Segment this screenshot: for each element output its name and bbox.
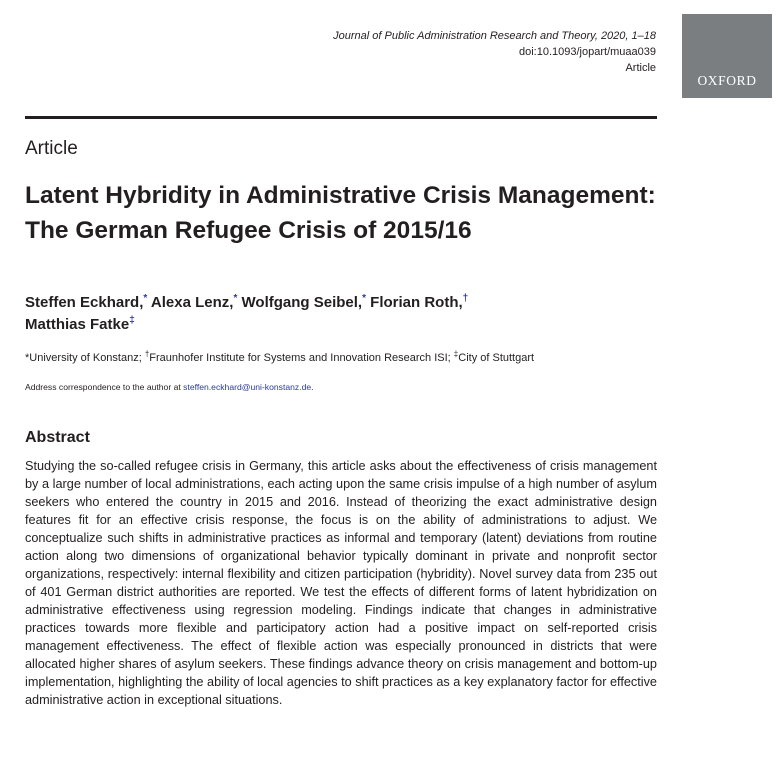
abstract-text: Studying the so-called refugee crisis in Germany, this article asks about the effectiveness of crisis management by a large number of local administrations, each acting upon the same crisis impulse of a high number of asylum seekers who entered the country in 2015 and 2016. Instead of theorizing the exact administrative design features fit for an effective crisis response, the focus is on the ability of administrations to adjust. We conceptualize such shifts in administrative practices as informal and temporary (latent) deviations from routine action along two dimensions of organizational behavior typically dominant in private and nonprofit sector organizations, respectively: internal flexibility and citizen participation (hybridity). Novel survey data from 235 out of 401 German district authorities are reported. We test the effects of different forms of latent hybridization on administrative effectiveness using regression modeling. Findings indicate that changes in administrative practices towards more flexible and participatory action had a positive impact on self-reported crisis management effectiveness. The effect of flexible action was especially pronounced in districts that were allocated higher shares of asylum seekers. These findings advance theory on crisis management and bottom-up implementation, highlighting the ability of local agencies to shift practices as a key explanatory factor for effective administrative action in exceptional situations. (25, 459, 657, 707)
author-name: Wolfgang Seibel, (241, 294, 363, 311)
affiliation-konstanz: University of Konstanz; (29, 352, 145, 364)
author-name: Florian Roth, (370, 294, 463, 311)
author-mark[interactable]: * (233, 293, 238, 304)
affiliation-fraunhofer: Fraunhofer Institute for Systems and Innovation Research ISI; (149, 352, 454, 364)
correspondence-prefix: Address correspondence to the author at (25, 382, 184, 392)
author-name: Steffen Eckhard, (25, 294, 144, 311)
publisher-logo-text: OXFORD (697, 73, 757, 88)
correspondence-suffix: . (311, 382, 314, 392)
affiliations (25, 350, 685, 366)
correspondence (25, 380, 685, 394)
journal-citation: Journal of Public Administration Research and Theory, 2020, 1–18 (333, 30, 656, 42)
doi[interactable]: doi:10.1093/jopart/muaa039 (519, 46, 656, 58)
author-list (25, 292, 665, 336)
affil-mark: ‡ (453, 349, 459, 359)
article-kind: Article (25, 138, 78, 159)
author-name: Matthias Fatke (25, 316, 130, 333)
author-mark[interactable]: * (362, 293, 366, 304)
correspondence-email-link[interactable]: steffen.eckhard@uni-konstanz.de (183, 382, 312, 392)
author-mark[interactable]: † (462, 293, 469, 304)
publisher-logo (682, 14, 772, 98)
header-rule (25, 116, 657, 119)
journal-info (300, 28, 656, 76)
affil-mark: † (144, 349, 150, 359)
author-mark[interactable]: * (143, 293, 148, 304)
abstract-heading: Abstract (25, 429, 90, 446)
affil-mark: * (25, 352, 30, 364)
author-name: Alexa Lenz, (150, 294, 234, 311)
author-mark[interactable]: ‡ (129, 315, 135, 326)
article-type: Article (625, 62, 656, 74)
paper-title: Latent Hybridity in Administrative Crisis Management: The German Refugee Crisis of 2015/16 (25, 182, 656, 244)
affiliation-stuttgart: City of Stuttgart (458, 352, 535, 364)
